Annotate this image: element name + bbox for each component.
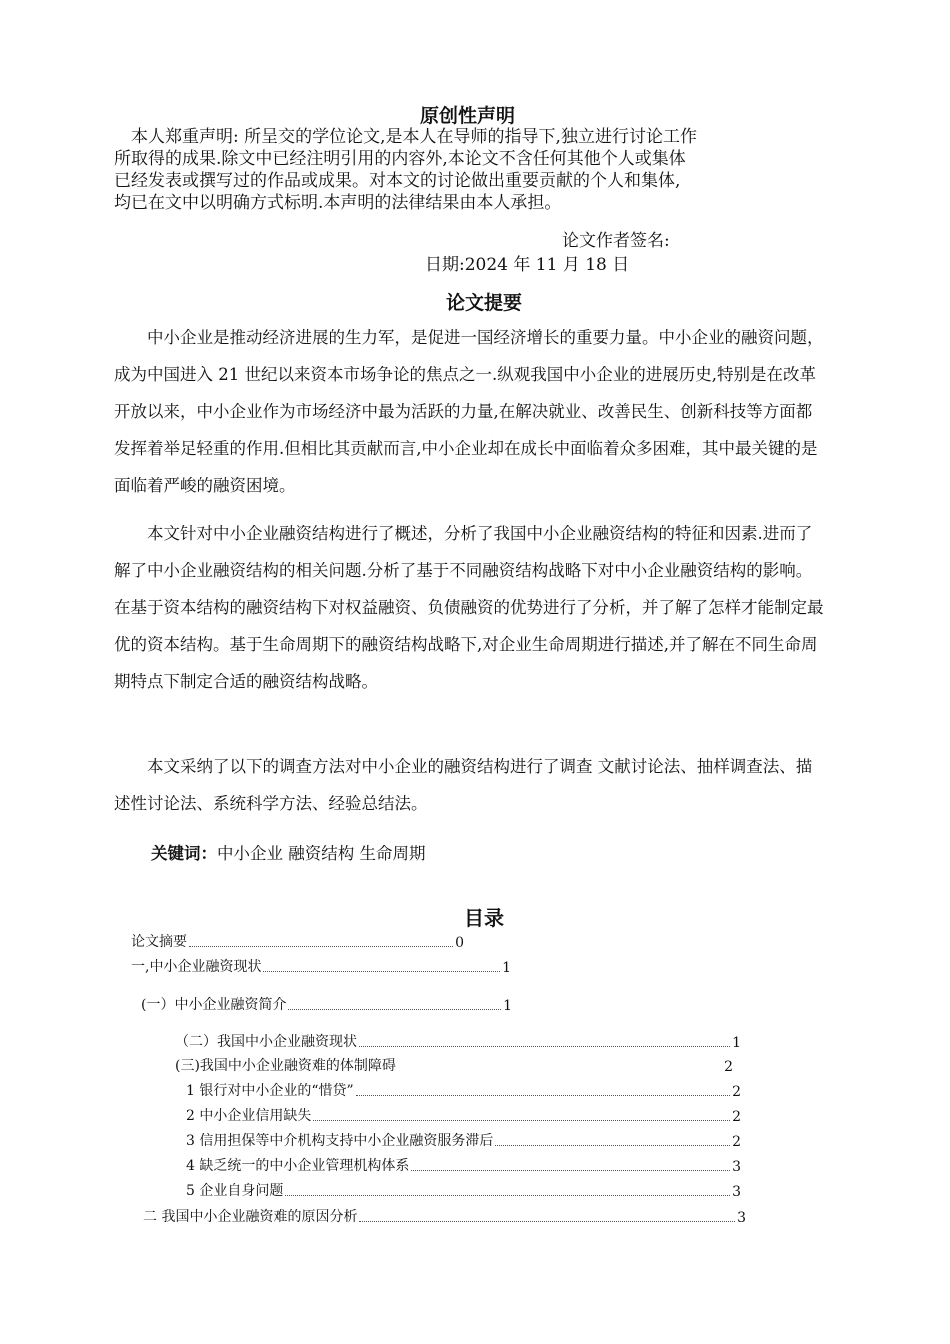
declaration-line: 本人郑重声明: 所呈交的学位论文,是本人在导师的指导下,独立进行讨论工作 <box>131 127 697 147</box>
toc-entry-text: 3 信用担保等中介机构支持中小企业融资服务滞后 <box>186 1133 494 1149</box>
toc-entry-page: 1 <box>732 1035 741 1051</box>
toc-leader <box>398 1070 722 1071</box>
toc-leader <box>285 1194 730 1196</box>
keywords-value: 中小企业 融资结构 生命周期 <box>217 844 426 863</box>
toc-entry[interactable] <box>141 994 512 1014</box>
toc-entry-page: 2 <box>732 1134 741 1150</box>
toc-entry-page: 3 <box>732 1184 741 1200</box>
declaration-line: 已经发表或撰写过的作品或成果。对本文的讨论做出重要贡献的个人和集体, <box>114 171 681 191</box>
toc-entry-text: 二 我国中小企业融资难的原因分析 <box>143 1209 358 1225</box>
declaration-line: 所取得的成果.除文中已经注明引用的内容外,本论文不含任何其他个人或集体 <box>114 149 686 169</box>
toc-entry[interactable] <box>131 956 511 976</box>
toc-entry[interactable] <box>175 1055 733 1075</box>
toc-entry[interactable] <box>186 1155 741 1175</box>
toc-entry-text: (一）中小企业融资简介 <box>141 997 287 1013</box>
toc-leader <box>288 1008 501 1010</box>
toc-leader <box>263 970 500 972</box>
toc-entry[interactable] <box>175 1031 741 1051</box>
toc-entry-page: 2 <box>724 1059 733 1075</box>
toc-entry[interactable] <box>186 1105 741 1125</box>
toc-entry-text: (三)我国中小企业融资难的体制障碍 <box>175 1058 396 1074</box>
toc-entry-page: 2 <box>732 1109 741 1125</box>
toc-entry-page: 3 <box>732 1159 741 1175</box>
abstract-title: 论文提要 <box>446 292 523 314</box>
toc-entry[interactable] <box>131 931 464 951</box>
toc-entry[interactable] <box>143 1206 746 1226</box>
toc-title: 目录 <box>464 906 504 930</box>
declaration-line: 均已在文中以明确方式标明.本声明的法律结果由本人承担。 <box>114 193 562 213</box>
toc-leader <box>313 1119 730 1121</box>
toc-leader <box>189 945 453 947</box>
toc-leader <box>356 1094 730 1096</box>
toc-entry-text: 论文摘要 <box>131 934 187 950</box>
toc-entry[interactable] <box>186 1180 741 1200</box>
toc-entry-text: 4 缺乏统一的中小企业管理机构体系 <box>186 1158 410 1174</box>
toc-leader <box>411 1169 730 1171</box>
toc-entry[interactable] <box>186 1080 741 1100</box>
toc-entry-text: 一,中小企业融资现状 <box>131 959 262 975</box>
abstract-paragraph: 中小企业是推动经济进展的生力军，是促进一国经济增长的重要力量。中小企业的融资问题，成为中国进入 21 世纪以来资本市场争论的焦点之一.纵观我国中小企业的进展历史,特别是在改革开放以来，中小企业作为市场经济中最为活跃的力量,在解决就业、改善民生、创新科技等方面都发挥着举足轻重的作用.但相比其贡献而言,中小企业却在成长中面临着众多困难，其中最关键的是面临着严峻的融资困境。 <box>114 328 824 495</box>
keywords-label: 关键词： <box>151 844 217 863</box>
toc-leader <box>359 1045 730 1047</box>
toc-entry-text: 5 企业自身问题 <box>186 1183 284 1199</box>
abstract-paragraph: 本文采纳了以下的调查方法对中小企业的融资结构进行了调查 文献讨论法、抽样调查法、描述性讨论法、系统科学方法、经验总结法。 <box>114 757 813 813</box>
toc-entry-page: 1 <box>503 998 512 1014</box>
toc-entry-text: （二）我国中小企业融资现状 <box>175 1034 357 1050</box>
toc-leader <box>359 1220 735 1222</box>
toc-entry-page: 3 <box>737 1210 746 1226</box>
author-signature-label: 论文作者签名: <box>562 231 670 251</box>
toc-entry-page: 2 <box>732 1084 741 1100</box>
toc-leader <box>495 1144 730 1146</box>
toc-entry[interactable] <box>186 1130 741 1150</box>
keywords <box>151 840 426 864</box>
toc-entry-page: 1 <box>502 960 511 976</box>
toc-entry-page: 0 <box>455 935 464 951</box>
toc-entry-text: 2 中小企业信用缺失 <box>186 1108 312 1124</box>
declaration-title: 原创性声明 <box>420 105 516 127</box>
declaration-date: 日期:2024 年 11 月 18 日 <box>425 255 630 275</box>
toc-entry-text: 1 银行对中小企业的“惜贷” <box>186 1083 354 1099</box>
abstract-paragraph: 本文针对中小企业融资结构进行了概述，分析了我国中小企业融资结构的特征和因素.进而了解了中小企业融资结构的相关问题.分析了基于不同融资结构战略下对中小企业融资结构的影响。在基于资本结构的融资结构下对权益融资、负债融资的优势进行了分析，并了解了怎样才能制定最优的资本结构。基于生命周期下的融资结构战略下,对企业生命周期进行描述,并了解在不同生命周期特点下制定合适的融资结构战略。 <box>114 524 824 691</box>
